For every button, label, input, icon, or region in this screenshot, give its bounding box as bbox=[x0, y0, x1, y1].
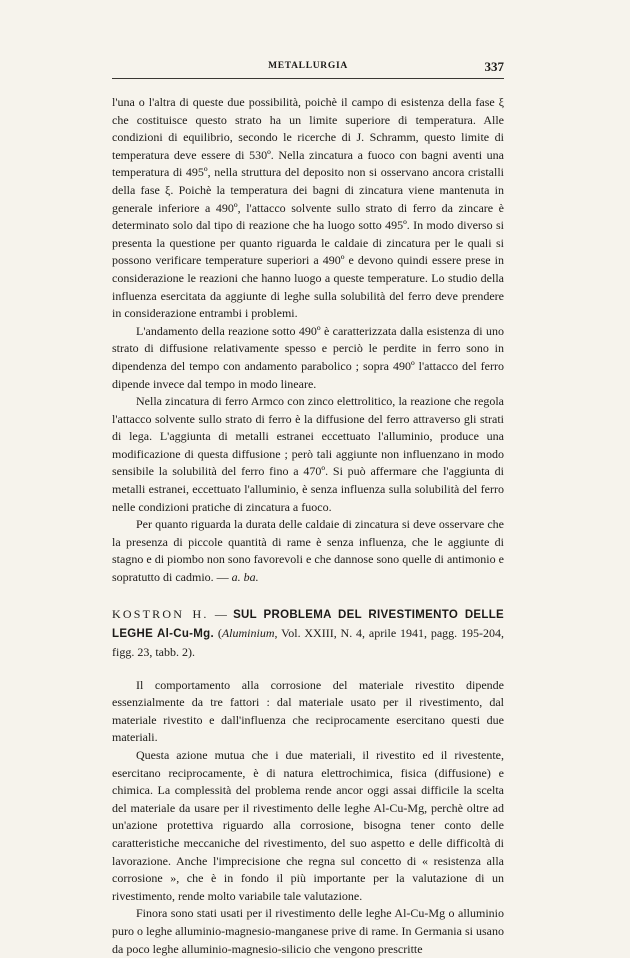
header-rule bbox=[112, 78, 504, 79]
entry-source: (Aluminium, Vol. XXIII, N. 4, aprile 1941, pagg. 195-204, figg. 23, tabb. 2). bbox=[112, 625, 504, 659]
entry-title: SUL PROBLEMA DEL RIVESTIMENTO DELLE LEGHE Al-Cu-Mg. bbox=[112, 608, 505, 640]
paragraph-4-text: Per quanto riguarda la durata delle caldaie di zincatura si deve osservare che la presenza di piccole quantità di rame è senza influenza, che le aggiunte di stagno e di piombo non sono favorevoli e che dannose sono quelle di antimonio e sopratutto di cadmio. — bbox=[112, 517, 504, 585]
paragraph-1: l'una o l'altra di queste due possibilità, poichè il campo di esistenza della fase ξ che costituisce questo strato ha un limite superiore di temperatura. Alle condizioni di equilibrio, secondo le ricerche di J. Schramm, questo limite di temperatura deve essere di 530º. Nella zincatura a fuoco con bagni aventi una temperatura di 495º, nella struttura del deposito non si osservano ancora cristalli della fase ξ. Poichè la temperatura dei bagni di zincatura viene mantenuta in generale inferiore a 490º, l'attacco solvente sullo strato di ferro da zincare è determinato solo dal tipo di reazione che ha luogo sotto 495º. In modo diverso si presenta la questione per quanto riguarda le caldaie di zincatura per le quali si possono verificare temperature superiori a 490º e devono quindi essere prese in considerazione le reazioni che hanno luogo a queste temperature. Lo studio della influenza esercitata da aggiunte di leghe sulla solubilità del ferro deve prendere in considerazione entrambi i problemi. bbox=[112, 95, 504, 321]
paragraph-4 bbox=[112, 516, 504, 586]
entry-dash: — bbox=[214, 606, 227, 621]
paragraph-5: Il comportamento alla corrosione del materiale rivestito dipende essenzialmente da tre fattori : dal materiale usato per il rivestimento, dal materiale rivestito e dall'influenza che reciprocamente esercitano questi due materiali. bbox=[112, 677, 504, 745]
paragraph-7: Finora sono stati usati per il rivestimento delle leghe Al-Cu-Mg o alluminio puro o leghe alluminio-magnesio-manganese prive di rame. In Germania si usano da poco leghe alluminio-magnesio-silicio che vengono prescritte bbox=[112, 906, 504, 956]
entry-author: KOSTRON H. bbox=[112, 606, 209, 621]
paragraph-3: Nella zincatura di ferro Armco con zinco elettrolitico, la reazione che regola l'attacco solvente sullo strato di ferro è la diffusione del ferro attraverso gli strati di lega. L'aggiunta di metalli estranei eccettuato l'alluminio, produce una modificazione di questa diffusione ; però tali aggiunte non influenzano in modo sensibile la solubilità del ferro fino a 470º. Si può affermare che l'aggiunta di metalli estranei, eccettuato l'alluminio, è senza influenza sulla solubilità del ferro nelle condizioni pratiche di zincatura a fuoco. bbox=[112, 394, 504, 514]
page-number: 337 bbox=[484, 59, 504, 74]
paragraph-6: Questa azione mutua che i due materiali, il rivestito ed il rivestente, esercitano reciprocamente, è di natura elettrochimica, fisica (diffusione) e chimica. La complessità del problema rende ancor oggi assai difficile la scelta del materiale da usare per il rivestimento delle leghe Al-Cu-Mg, perchè oltre ad un'azione protettiva riguardo alla corrosione, bisogna tener conto delle caratteristiche meccaniche del rivestimento, del suo aspetto e delle difficoltà di lavorazione. Anche l'imprecisione che regna sul concetto di « resistenza alla corrosione », che è in fondo il più importante per la valutazione di un rivestimento, rende molto variabile tale valutazione. bbox=[112, 748, 504, 903]
bibliographic-entry bbox=[112, 605, 504, 661]
section-title: METALLURGIA bbox=[268, 61, 348, 71]
entry-details: , Vol. XXIII, N. 4, aprile 1941, pagg. 195-204, figg. 23, tabb. 2). bbox=[112, 625, 504, 659]
paragraph-2: L'andamento della reazione sotto 490º è caratterizzata dalla esistenza di uno strato di diffusione relativamente spesso e perciò le perdite in ferro sono in dipendenza del tempo con andamento parabolico ; sopra 490º l'attacco del ferro dipende invece dal tempo in modo lineare. bbox=[112, 323, 504, 391]
abstract-signature: a. ba. bbox=[231, 570, 259, 585]
running-header bbox=[112, 58, 504, 78]
entry-journal: Aluminium bbox=[221, 625, 275, 640]
text-body bbox=[112, 94, 504, 958]
